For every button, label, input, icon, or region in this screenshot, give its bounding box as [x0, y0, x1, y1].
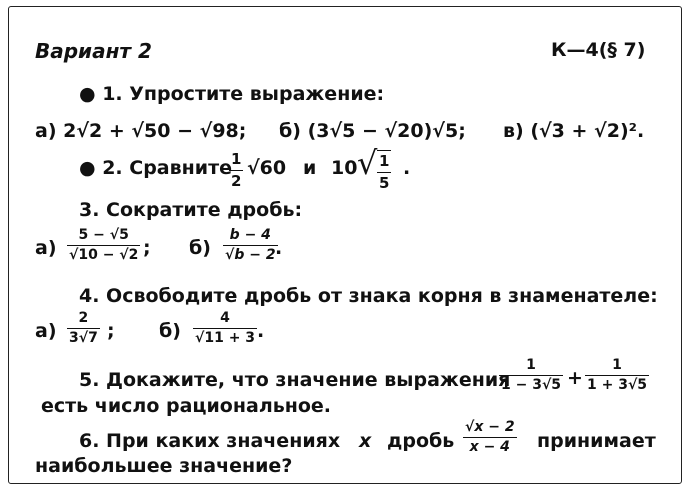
fraction-numerator: 1 — [526, 357, 536, 373]
fraction-bar — [229, 170, 243, 171]
task1-item-c: в) (√3 + √2)². — [503, 120, 645, 142]
fraction-bar — [193, 328, 257, 329]
fraction-numerator: 1 — [379, 152, 390, 170]
fraction-denominator: 1 − 3√5 — [501, 377, 562, 393]
fraction-numerator: 4 — [220, 310, 230, 326]
worksheet-card — [8, 6, 682, 484]
task4-b-label: б) — [159, 320, 181, 342]
task3-a-label: а) — [35, 237, 57, 259]
fraction-bar — [67, 328, 100, 329]
fraction-numerator: b − 4 — [229, 227, 271, 243]
task1-item-b: б) (3√5 − √20)√5; — [279, 120, 466, 142]
fraction-numerator: 2 — [78, 310, 89, 326]
task6-line1a: 6. При каких значениях — [79, 430, 341, 452]
task1-title: ● 1. Упростите выражение: — [79, 83, 385, 105]
task4-b-fraction — [193, 310, 257, 346]
task2-root-sign: √ — [357, 144, 378, 182]
task6-line2: наибольшее значение? — [35, 455, 293, 477]
task5-fraction-1 — [499, 357, 563, 393]
fraction-bar — [223, 245, 278, 246]
task4-a-label: а) — [35, 320, 57, 342]
task4-a-fraction — [67, 310, 100, 346]
task4-a-end: ; — [107, 320, 115, 342]
fraction-numerator: 1 — [231, 150, 242, 168]
fraction-bar — [377, 172, 391, 173]
task5-line2: есть число рациональное. — [41, 395, 332, 417]
task2-root60: √60 — [247, 157, 287, 179]
task2-end: . — [403, 157, 411, 179]
task3-b-end: . — [275, 237, 283, 259]
task2-title: ● 2. Сравните — [79, 157, 232, 179]
fraction-bar — [67, 245, 140, 246]
fraction-denominator: √10 − √2 — [69, 247, 139, 263]
task2-ten: 10 — [331, 157, 358, 179]
task5-plus: + — [567, 367, 583, 389]
fraction-bar — [463, 437, 517, 438]
task2-and: и — [303, 157, 317, 179]
fraction-denominator: x − 4 — [469, 439, 510, 455]
task4-title: 4. Освободите дробь от знака корня в знаменателе: — [79, 285, 658, 307]
fraction-numerator: 5 − √5 — [78, 227, 129, 243]
task3-title: 3. Сократите дробь: — [79, 199, 303, 221]
test-code: К—4(§ 7) — [551, 39, 646, 61]
task1-item-a: а) 2√2 + √50 − √98; — [35, 120, 247, 142]
fraction-bar — [499, 375, 563, 376]
task3-a-end: ; — [143, 237, 151, 259]
task3-b-fraction — [223, 227, 278, 263]
fraction-denominator: 2 — [231, 172, 242, 190]
task5-line1: 5. Докажите, что значение выражения — [79, 369, 511, 391]
task6-fraction — [463, 419, 517, 455]
fraction-numerator: 1 — [612, 357, 622, 373]
fraction-bar — [585, 375, 649, 376]
fraction-denominator: 1 + 3√5 — [587, 377, 648, 393]
fraction-numerator: √x − 2 — [465, 419, 515, 435]
task6-line1b: дробь — [387, 430, 455, 452]
variant-title: Вариант 2 — [35, 39, 152, 63]
fraction-denominator: 3√7 — [69, 330, 98, 346]
task3-a-fraction — [67, 227, 140, 263]
task3-b-label: б) — [189, 237, 211, 259]
fraction-denominator: √b − 2 — [225, 247, 276, 263]
task5-fraction-2 — [585, 357, 649, 393]
fraction-denominator: √11 + 3 — [195, 330, 256, 346]
task2-fraction-fifth — [377, 150, 391, 192]
task2-fraction-half — [229, 150, 243, 190]
task4-b-end: . — [257, 320, 265, 342]
task6-var-x: x — [359, 430, 372, 452]
task6-line1c: принимает — [537, 430, 656, 452]
fraction-denominator: 5 — [379, 174, 390, 192]
